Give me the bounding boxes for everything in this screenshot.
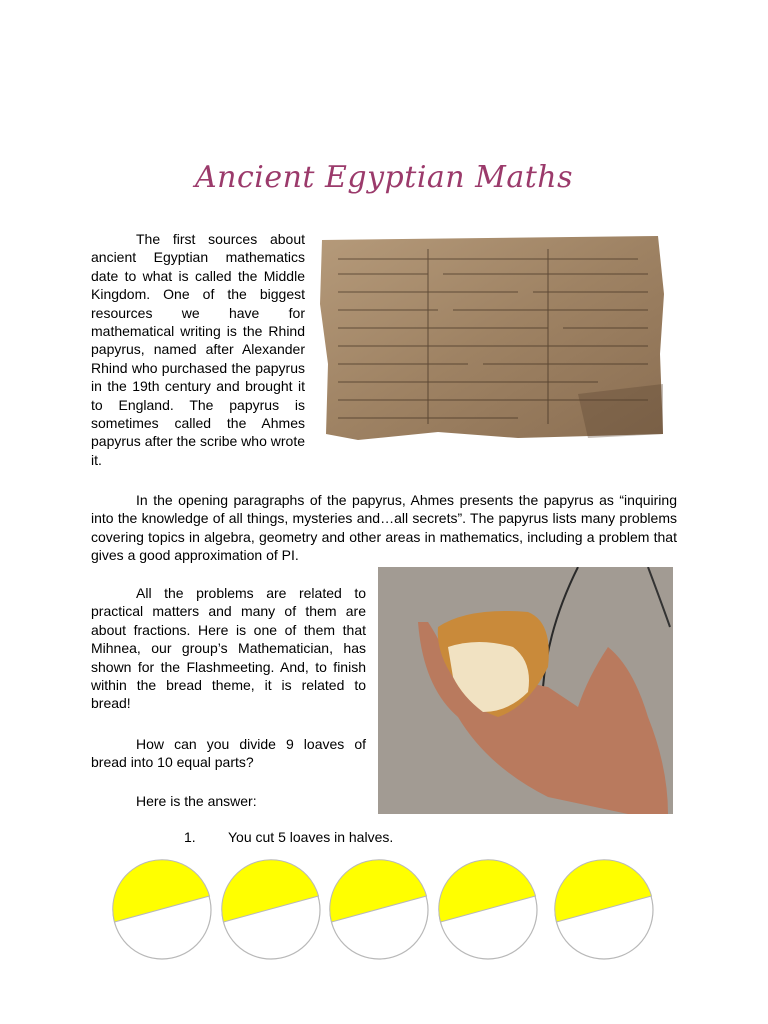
answer-intro-paragraph: Here is the answer: xyxy=(136,793,257,809)
page-title: Ancient Egyptian Maths xyxy=(194,160,574,195)
question-paragraph: How can you divide 9 loaves of bread into 10 equal parts? xyxy=(91,736,366,771)
bread-in-hand-image xyxy=(378,567,673,814)
half-loaf-circle xyxy=(110,858,214,962)
step-text: You cut 5 loaves in halves. xyxy=(228,829,394,845)
half-loaf-circle xyxy=(327,858,431,962)
opening-paragraph: In the opening paragraphs of the papyrus, Ahmes presents the papyrus as “inquiring into the knowledge of all things, mysteries and…all secrets”. The papyrus lists many problems covering topics in algebra, geometry and other areas in mathematics, including a problem that gives a good approximation of PI. xyxy=(91,492,677,564)
intro-paragraph: The first sources about ancient Egyptian mathematics date to what is called the Middle Kingdom. One of the biggest resources we have for mathematical writing is the Rhind papyrus, named after Alexander Rhind who purchased the papyrus in the 19th century and brought it to England. The papyrus is sometimes called the Ahmes papyrus after the scribe who wrote it. xyxy=(91,231,305,468)
loaves-diagram xyxy=(0,858,768,964)
half-loaf-circle xyxy=(436,858,540,962)
step-item xyxy=(184,828,393,846)
step-number: 1. xyxy=(184,829,196,845)
half-loaf-circle xyxy=(552,858,656,962)
rhind-papyrus-image xyxy=(318,234,665,442)
problems-paragraph: All the problems are related to practical matters and many of them are about fractions. Here is one of them that Mihnea, our group’s Mathematician, has shown for the Flashmeeting. And, to finish within the bread theme, it is related to bread! xyxy=(91,585,366,712)
half-loaf-circle xyxy=(219,858,323,962)
